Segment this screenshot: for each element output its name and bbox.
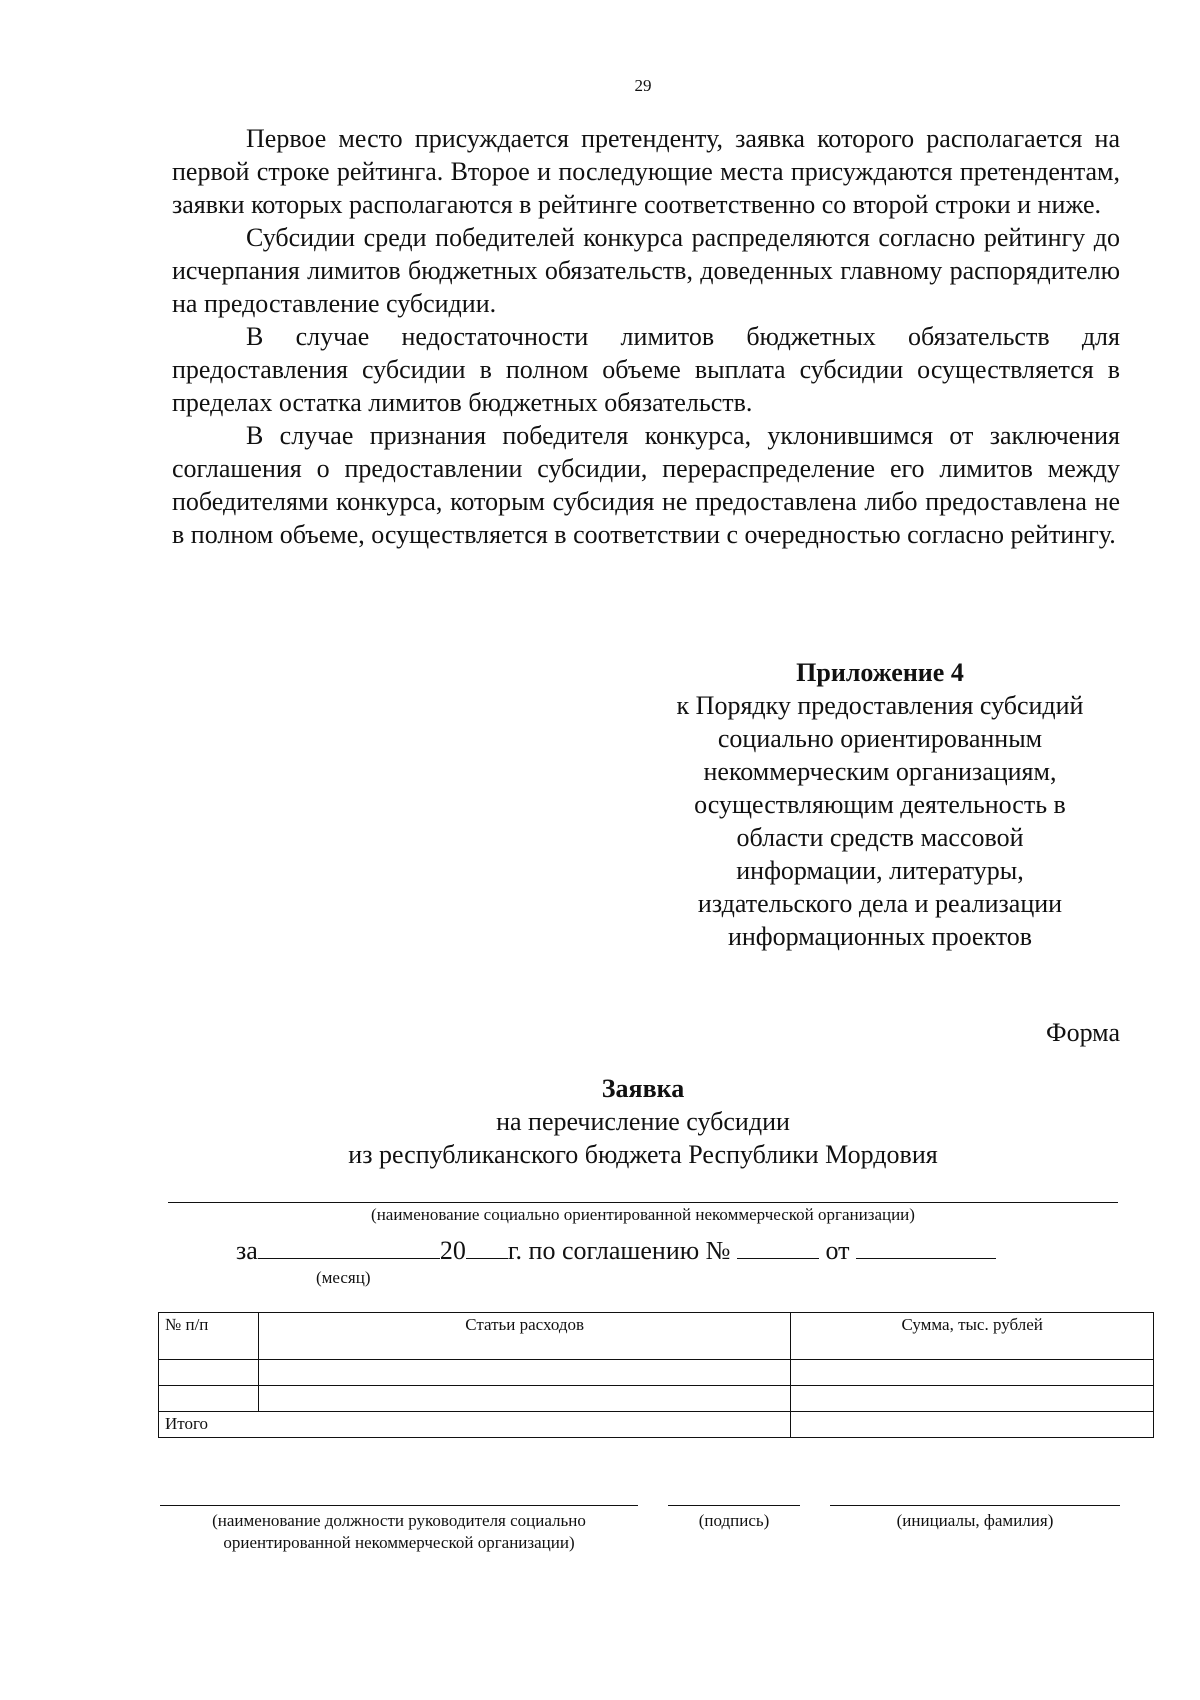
appendix-line: области средств массовой [736, 823, 1024, 852]
paragraph-redistribution: В случае признания победителя конкурса, уклонившимся от заключения соглашения о предоставлении субсидии, перераспределение его лимитов между победителями конкурса, которым субсидия не предоставлена либо предоставлена не в полном объеме, осуществляется в соответствии с очередностью согласно рейтингу. [172, 421, 1120, 549]
table-cell[interactable] [258, 1386, 790, 1412]
table-row [159, 1360, 1154, 1386]
agreement-label: г. по соглашению № [507, 1236, 731, 1265]
signature-caption: (подпись) [698, 1511, 770, 1530]
header-number: № п/п [159, 1313, 259, 1360]
appendix-line: некоммерческим организациям, [703, 757, 1057, 786]
appendix-line: информации, литературы, [736, 856, 1024, 885]
expense-table [158, 1312, 1154, 1438]
application-title: Заявка [601, 1074, 685, 1103]
table-header-row [159, 1313, 1154, 1360]
paragraph-first-place: Первое место присуждается претенденту, заявка которого располагается на первой строке рейтинга. Второе и последующие места присуждаются претендентам, заявки которых располагаются в рейтинге соответственно со второй строки и ниже. [172, 124, 1120, 219]
page-number: 29 [634, 76, 652, 95]
name-caption: (инициалы, фамилия) [896, 1511, 1054, 1530]
organization-name-caption: (наименование социально ориентированной некоммерческой организации) [371, 1205, 915, 1224]
appendix-line: информационных проектов [727, 922, 1033, 951]
appendix-line: к Порядку предоставления субсидий [676, 691, 1084, 720]
signature-field[interactable] [668, 1505, 800, 1506]
position-signature-block [160, 1505, 638, 1554]
position-caption: (наименование должности руководителя социально [212, 1511, 586, 1530]
month-caption: (месяц) [316, 1268, 371, 1287]
period-line [236, 1232, 996, 1266]
position-caption: ориентированной некоммерческой организации) [223, 1533, 575, 1552]
name-block [830, 1505, 1120, 1532]
position-field[interactable] [160, 1505, 638, 1506]
header-expense-item: Статьи расходов [258, 1313, 790, 1360]
appendix-line: социально ориентированным [717, 724, 1043, 753]
appendix-title: Приложение 4 [796, 658, 964, 687]
month-field[interactable] [258, 1232, 440, 1259]
date-prefix: от [825, 1236, 850, 1265]
signature-block [668, 1505, 800, 1532]
form-label: Форма [1046, 1018, 1120, 1047]
year-prefix: 20 [439, 1236, 466, 1265]
paragraph-insufficient-limits: В случае недостаточности лимитов бюджетных обязательств для предоставления субсидии в полном объеме выплата субсидии осуществляется в пределах остатка лимитов бюджетных обязательств. [172, 322, 1120, 417]
agreement-date-field[interactable] [856, 1232, 996, 1259]
table-cell[interactable] [791, 1360, 1154, 1386]
table-cell[interactable] [159, 1386, 259, 1412]
application-subtitle: на перечисление субсидии [496, 1107, 790, 1136]
total-label: Итого [159, 1412, 791, 1438]
organization-name-field[interactable] [168, 1202, 1118, 1203]
table-cell[interactable] [791, 1386, 1154, 1412]
table-row [159, 1386, 1154, 1412]
table-cell[interactable] [159, 1360, 259, 1386]
agreement-number-field[interactable] [737, 1232, 819, 1259]
paragraph-distribution: Субсидии среди победителей конкурса распределяются согласно рейтингу до исчерпания лимитов бюджетных обязательств, доведенных главному распорядителю на предоставление субсидии. [172, 223, 1120, 318]
table-total-row [159, 1412, 1154, 1438]
application-subtitle: из республиканского бюджета Республики Мордовия [348, 1140, 938, 1169]
appendix-line: осуществляющим деятельность в [694, 790, 1066, 819]
application-heading [0, 1072, 1200, 1171]
period-prefix: за [236, 1236, 258, 1265]
total-amount-cell[interactable] [791, 1412, 1154, 1438]
appendix-block [640, 656, 1120, 953]
body-text [172, 122, 1120, 551]
year-field[interactable] [466, 1232, 508, 1259]
header-amount: Сумма, тыс. рублей [791, 1313, 1154, 1360]
appendix-line: издательского дела и реализации [697, 889, 1063, 918]
table-cell[interactable] [258, 1360, 790, 1386]
name-field[interactable] [830, 1505, 1120, 1506]
